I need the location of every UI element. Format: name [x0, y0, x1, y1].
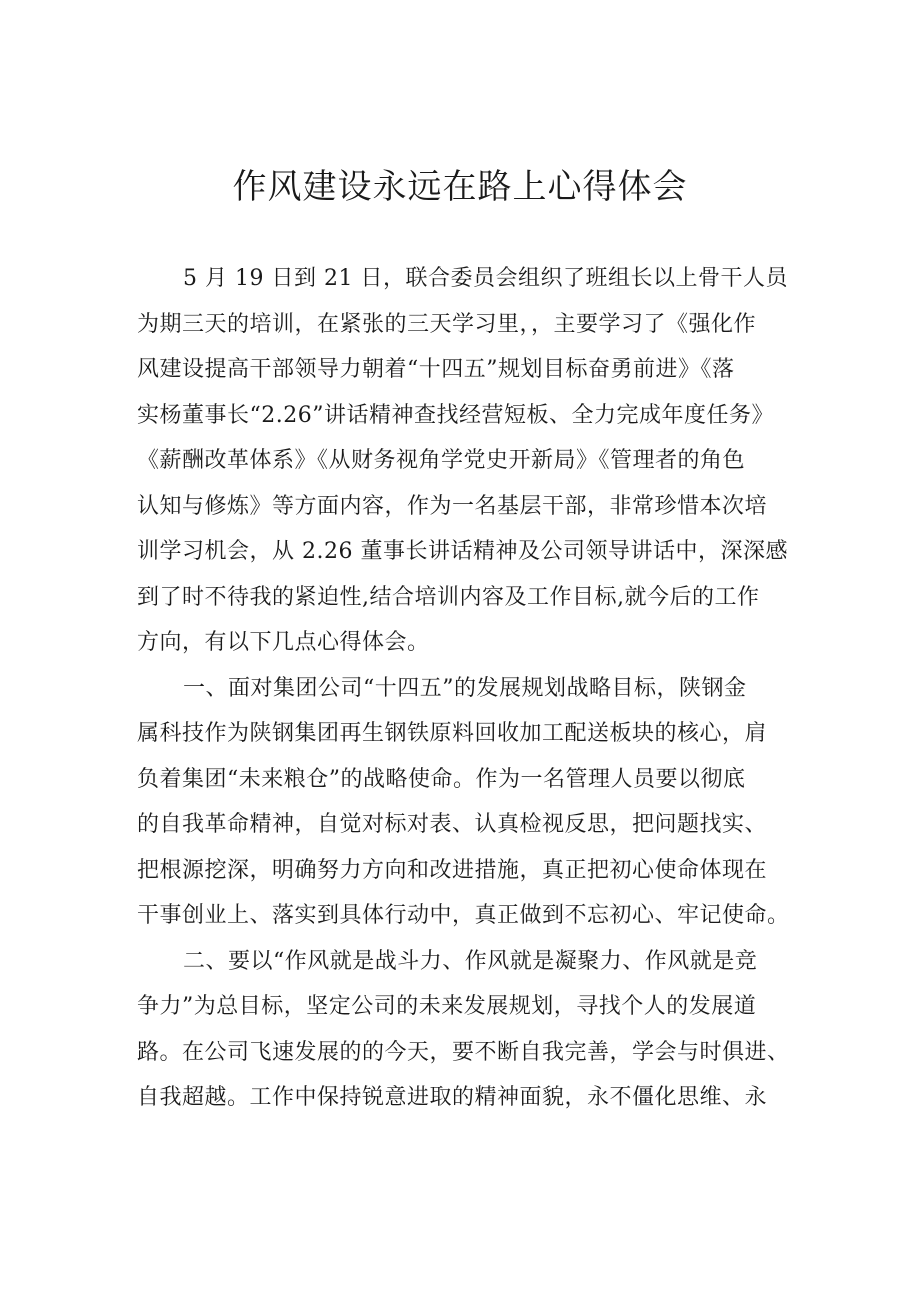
paragraph-line: 路。在公司飞速发展的的今天，要不断自我完善，学会与时俱进、 — [137, 1039, 790, 1065]
paragraph-3 — [137, 939, 797, 1121]
paragraph-line: 负着集团“未来粮仓”的战略使命。作为一名管理人员要以彻底 — [137, 766, 746, 792]
paragraph-line: 5 月 19 日到 21 日，联合委员会组织了班组长以上骨干人员 — [183, 266, 788, 291]
paragraph-line: 干事创业上、落实到具体行动中，真正做到不忘初心、牢记使命。 — [137, 903, 790, 928]
document-body — [137, 256, 797, 1121]
paragraph-line: 到了时不待我的紧迫性,结合培训内容及工作目标,就今后的工作 — [137, 584, 760, 610]
paragraph-line: 争力”为总目标，坚定公司的未来发展规划，寻找个人的发展道 — [137, 994, 757, 1019]
paragraph-line: 风建设提高干部领导力朝着“十四五”规划目标奋勇前进》《落 — [137, 357, 735, 382]
paragraph-line: 为期三天的培训，在紧张的三天学习里，，主要学习了《强化作 — [137, 311, 757, 337]
paragraph-1 — [137, 256, 797, 666]
paragraph-line: 实杨董事长“2.26”讲话精神查找经营短板、全力完成年度任务》 — [137, 402, 774, 428]
paragraph-2 — [137, 666, 797, 939]
paragraph-line: 属科技作为陕钢集团再生钢铁原料回收加工配送板块的核心，肩 — [137, 721, 768, 746]
paragraph-line: 方向，有以下几点心得体会。 — [137, 630, 430, 655]
paragraph-line: 一、面对集团公司“十四五”的发展规划战略目标，陕钢金 — [183, 675, 747, 701]
paragraph-line: 《薪酬改革体系》《从财务视角学党史开新局》《管理者的角色 — [137, 448, 746, 473]
paragraph-line: 训学习机会，从 2.26 董事长讲话精神及公司领导讲话中，深深感 — [137, 539, 788, 564]
paragraph-line: 认知与修炼》等方面内容，作为一名基层干部，非常珍惜本次培 — [137, 493, 768, 519]
paragraph-line: 自我超越。工作中保持锐意进取的精神面貌，永不僵化思维、永 — [137, 1085, 768, 1110]
paragraph-line: 的自我革命精神，自觉对标对表、认真检视反思，把问题找实、 — [137, 812, 768, 837]
document-title: 作风建设永远在路上心得体会 — [232, 167, 688, 207]
paragraph-line: 把根源挖深，明确努力方向和改进措施，真正把初心使命体现在 — [137, 857, 768, 883]
paragraph-line: 二、要以“作风就是战斗力、作风就是凝聚力、作风就是竞 — [183, 948, 758, 974]
